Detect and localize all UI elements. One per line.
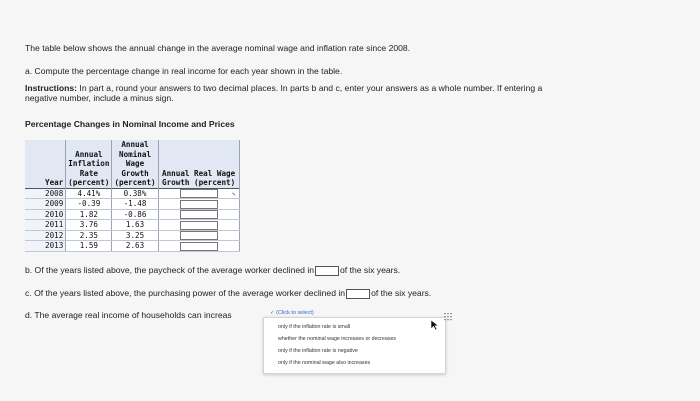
- instructions-label: Instructions:: [25, 83, 78, 93]
- real-wage-input-2013[interactable]: [180, 242, 218, 251]
- part-c-input[interactable]: [346, 289, 370, 299]
- grip-handle-icon[interactable]: [443, 312, 454, 324]
- table-row: 2008 4.41% 0.38% ✎: [25, 188, 239, 199]
- table-title: Percentage Changes in Nominal Income and Prices: [25, 119, 235, 129]
- part-c-line: c. Of the years listed above, the purchasing power of the average worker declined in of the six years.: [25, 288, 432, 298]
- dropdown-option[interactable]: whether the nominal wage increases or decreases: [278, 336, 397, 342]
- dropdown-option[interactable]: only if the inflation rate is small: [278, 324, 351, 330]
- real-wage-input-2011[interactable]: [180, 221, 218, 230]
- dropdown-menu: [263, 317, 446, 374]
- instructions-line2: negative number, include a minus sign.: [25, 93, 174, 103]
- dropdown-option[interactable]: only if the nominal wage also increases: [278, 360, 371, 366]
- col-header-real: Annual Real Wage Growth (percent): [158, 140, 239, 188]
- data-table: [25, 140, 240, 252]
- part-b-line: b. Of the years listed above, the paycheck of the average worker declined in of the six years.: [25, 265, 401, 275]
- table-row: 2009 -0.39 -1.48: [25, 199, 239, 210]
- part-a-text: a. Compute the percentage change in real income for each year shown in the table.: [25, 66, 343, 76]
- part-b-input[interactable]: [315, 266, 339, 276]
- col-header-wage: Annual Nominal Wage Growth (percent): [112, 140, 158, 188]
- table-row: 2013 1.59 2.63: [25, 241, 239, 252]
- col-header-inflation: Annual Inflation Rate (percent): [66, 140, 112, 188]
- table-row: 2012 2.35 3.25: [25, 230, 239, 241]
- real-wage-input-2012[interactable]: [180, 231, 218, 240]
- edit-cursor-icon: ✎: [231, 190, 236, 198]
- instructions-line1: [25, 83, 542, 94]
- table-row: 2010 1.82 -0.86: [25, 209, 239, 220]
- col-header-year: Year: [25, 140, 66, 188]
- mouse-pointer-icon: [430, 319, 440, 331]
- instructions-text-1: In part a, round your answers to two decimal places. In parts b and c, enter your answers as a whole number. If entering a: [77, 83, 543, 93]
- dropdown-trigger[interactable]: ✓ (Click to select): [270, 310, 314, 316]
- part-d-text: d. The average real income of households can increas: [25, 310, 232, 320]
- real-wage-input-2010[interactable]: [180, 210, 218, 219]
- dropdown-option[interactable]: only if the inflation rate is negative: [278, 348, 358, 354]
- intro-text: The table below shows the annual change in the average nominal wage and inflation rate since 2008.: [25, 43, 411, 53]
- real-wage-input-2009[interactable]: [180, 200, 218, 209]
- real-wage-input-2008[interactable]: [180, 189, 218, 198]
- table-row: 2011 3.76 1.63: [25, 220, 239, 231]
